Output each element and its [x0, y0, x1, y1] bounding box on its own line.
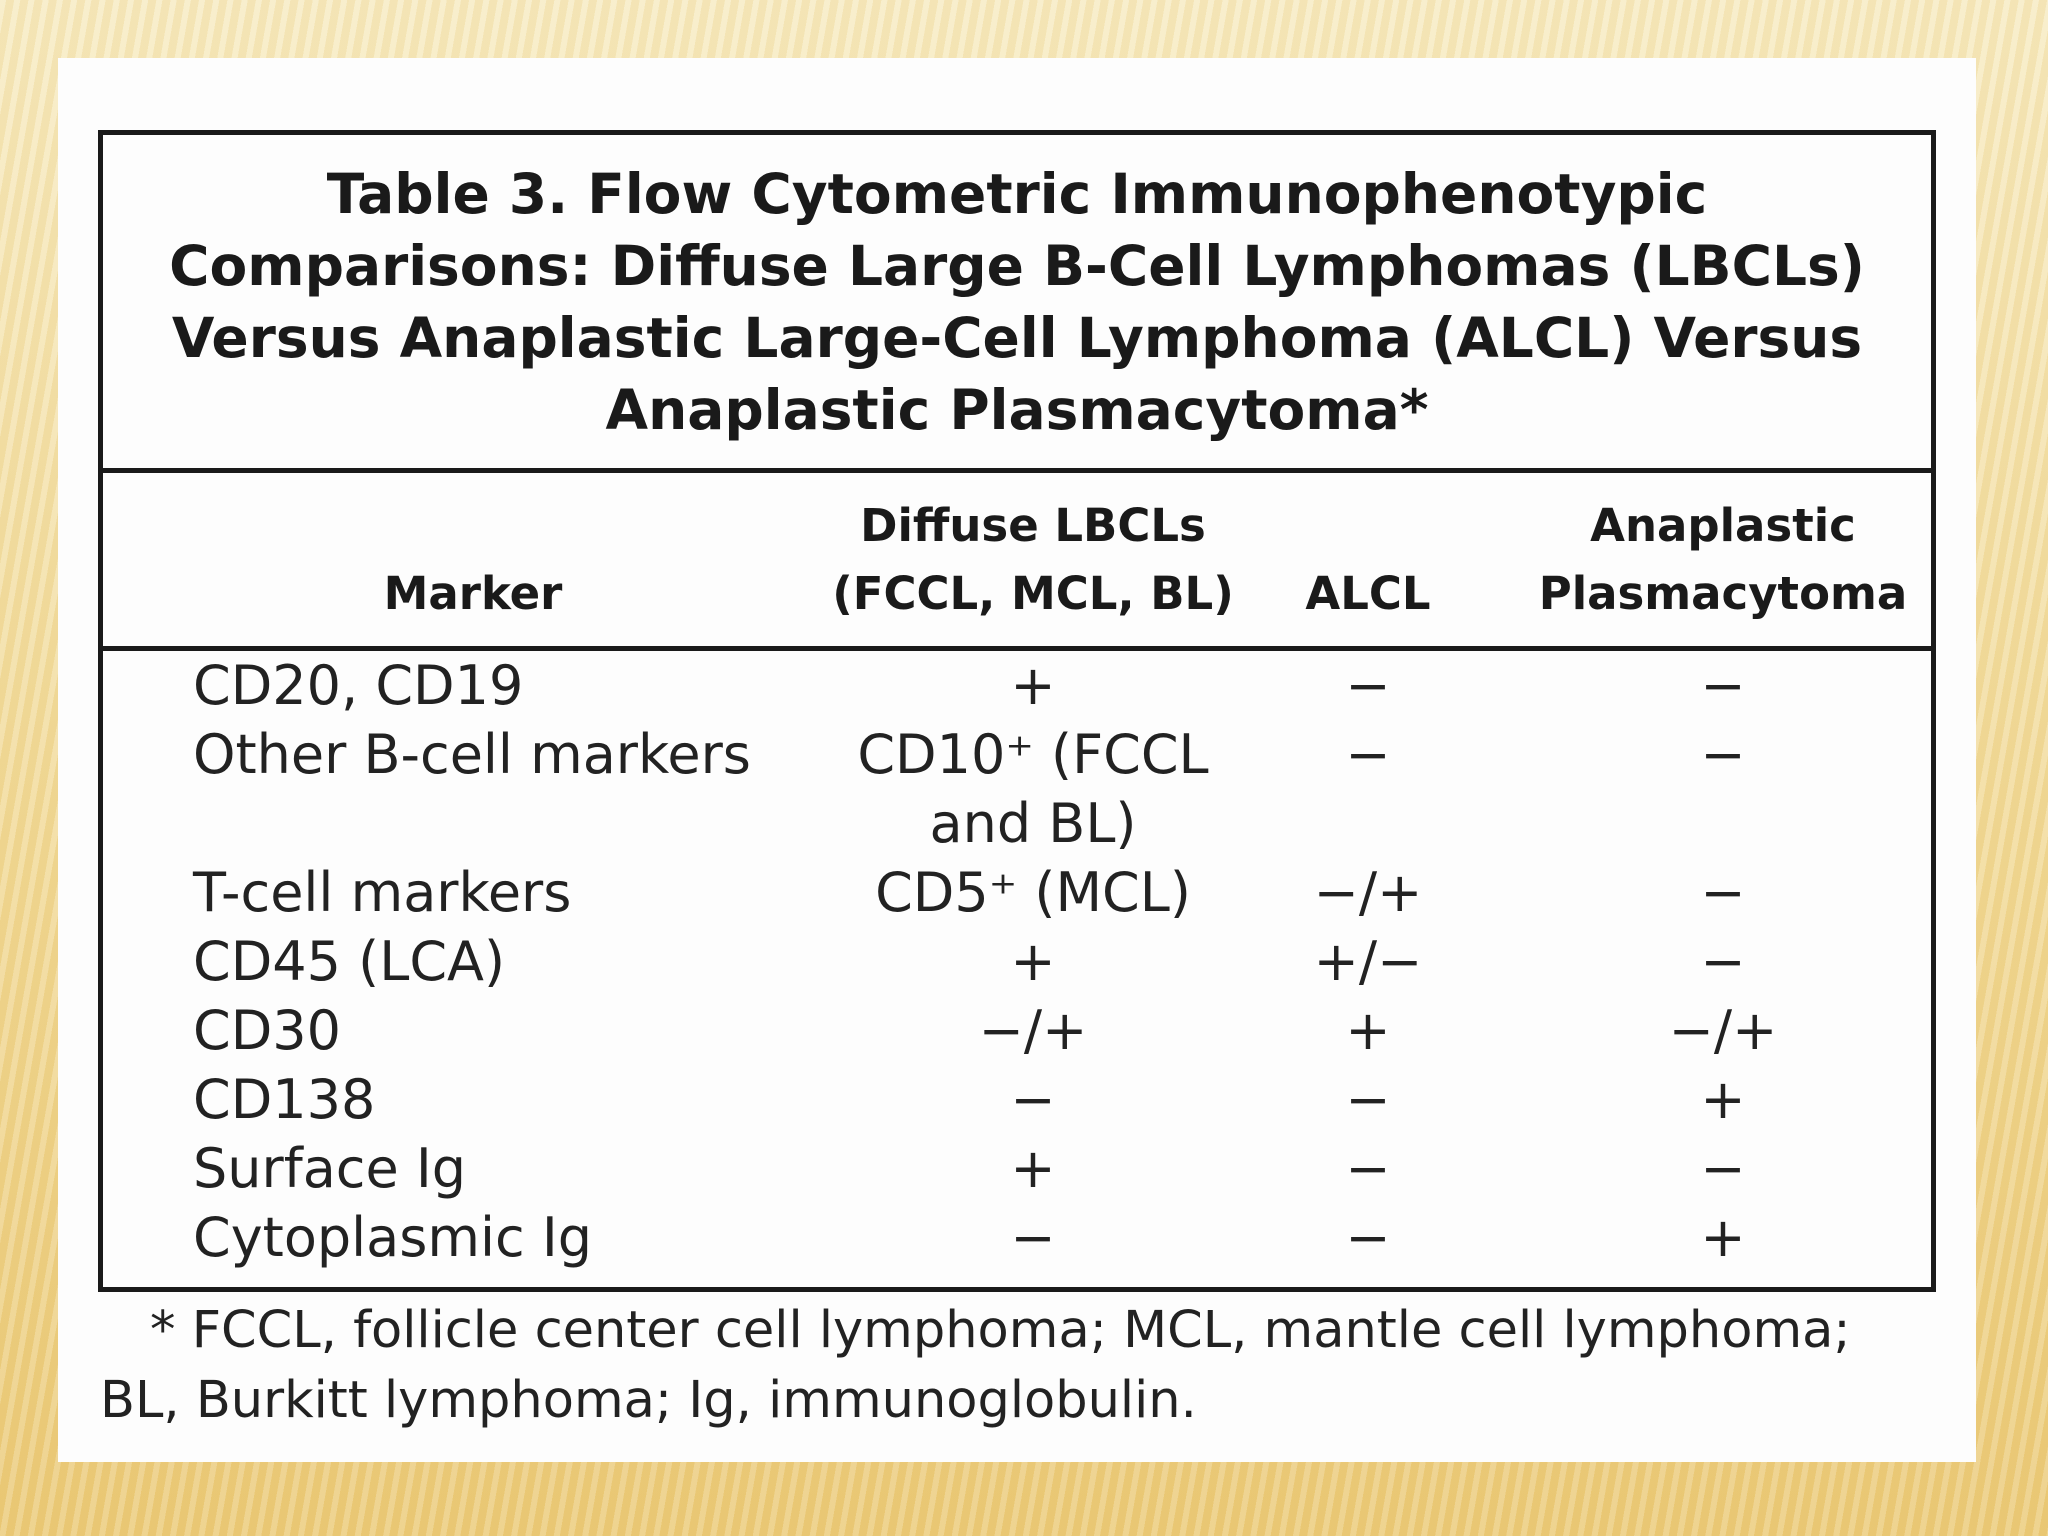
table-row [103, 1203, 1931, 1272]
cell-diffuse-lbcls-line: + [1010, 654, 1056, 717]
table-header-row [103, 473, 1931, 651]
table-title-line: Versus Anaplastic Large-Cell Lymphoma (ALCL) Versus [171, 305, 1863, 370]
comparison-table [98, 130, 1936, 1292]
header-ap-line2: Plasmacytoma [1538, 567, 1908, 620]
cell-anaplastic-plasmacytoma: −/+ [1668, 999, 1778, 1062]
cell-anaplastic-plasmacytoma: − [1700, 861, 1746, 924]
cell-diffuse-lbcls [823, 1134, 1243, 1203]
cell-alcl: − [1345, 1068, 1391, 1131]
header-anaplastic-plasmacytoma [1493, 492, 1953, 628]
table-title [103, 135, 1931, 473]
cell-marker: CD45 (LCA) [193, 930, 506, 993]
cell-anaplastic-plasmacytoma: + [1700, 1206, 1746, 1269]
cell-diffuse-lbcls [823, 858, 1243, 927]
cell-marker: CD30 [193, 999, 341, 1062]
cell-diffuse-lbcls-line: + [1010, 1137, 1056, 1200]
header-diffuse-lbcls-line1: Diffuse LBCLs [860, 499, 1206, 552]
cell-alcl: − [1345, 654, 1391, 717]
cell-anaplastic-plasmacytoma: − [1700, 930, 1746, 993]
table-body [103, 651, 1931, 1272]
cell-marker: Cytoplasmic Ig [193, 1206, 593, 1269]
table-row [103, 1065, 1931, 1134]
header-ap-line1: Anaplastic [1590, 499, 1856, 552]
cell-diffuse-lbcls-line: CD5⁺ (MCL) [875, 861, 1191, 924]
slide-panel [58, 58, 1976, 1462]
table-title-line: Table 3. Flow Cytometric Immunophenotypic [326, 161, 1708, 226]
cell-marker: CD20, CD19 [193, 654, 524, 717]
table-title-line: Comparisons: Diffuse Large B-Cell Lymphomas (LBCLs) [169, 233, 1865, 298]
cell-diffuse-lbcls-line: and BL) [929, 792, 1137, 855]
cell-marker: CD138 [193, 1068, 376, 1131]
table-row [103, 720, 1931, 858]
header-alcl [1288, 560, 1448, 628]
header-diffuse-lbcls-line2: (FCCL, MCL, BL) [832, 567, 1234, 620]
cell-diffuse-lbcls-line: − [1010, 1068, 1056, 1131]
table-row [103, 858, 1931, 927]
cell-diffuse-lbcls [823, 927, 1243, 996]
cell-alcl: − [1345, 723, 1391, 786]
cell-diffuse-lbcls [823, 996, 1243, 1065]
cell-marker: Other B-cell markers [193, 723, 751, 786]
cell-anaplastic-plasmacytoma: + [1700, 1068, 1746, 1131]
cell-diffuse-lbcls [823, 720, 1243, 858]
cell-alcl: +/− [1313, 930, 1423, 993]
cell-anaplastic-plasmacytoma: − [1700, 1137, 1746, 1200]
cell-diffuse-lbcls-line: − [1010, 1206, 1056, 1269]
footnote-line: * FCCL, follicle center cell lymphoma; MCL, mantle cell lymphoma; [150, 1301, 1851, 1360]
table-row [103, 1134, 1931, 1203]
cell-alcl: −/+ [1313, 861, 1423, 924]
cell-diffuse-lbcls [823, 1065, 1243, 1134]
cell-alcl: + [1345, 999, 1391, 1062]
header-marker-label: Marker [383, 567, 563, 620]
table-row [103, 651, 1931, 720]
footnote-line: BL, Burkitt lymphoma; Ig, immunoglobulin. [100, 1371, 1197, 1430]
table-row [103, 996, 1931, 1065]
cell-diffuse-lbcls-line: CD10⁺ (FCCL [857, 723, 1209, 786]
header-alcl-label: ALCL [1305, 567, 1431, 620]
cell-alcl: − [1345, 1206, 1391, 1269]
header-diffuse-lbcls [803, 492, 1263, 628]
cell-diffuse-lbcls-line: + [1010, 930, 1056, 993]
cell-anaplastic-plasmacytoma: − [1700, 654, 1746, 717]
cell-marker: Surface Ig [193, 1137, 467, 1200]
cell-anaplastic-plasmacytoma: − [1700, 723, 1746, 786]
cell-alcl: − [1345, 1137, 1391, 1200]
table-row [103, 927, 1931, 996]
header-marker [353, 560, 593, 628]
cell-diffuse-lbcls [823, 651, 1243, 720]
cell-diffuse-lbcls [823, 1203, 1243, 1272]
cell-marker: T-cell markers [193, 861, 572, 924]
cell-diffuse-lbcls-line: −/+ [978, 999, 1088, 1062]
table-footnote [100, 1296, 1950, 1436]
table-title-line: Anaplastic Plasmacytoma* [605, 377, 1429, 442]
